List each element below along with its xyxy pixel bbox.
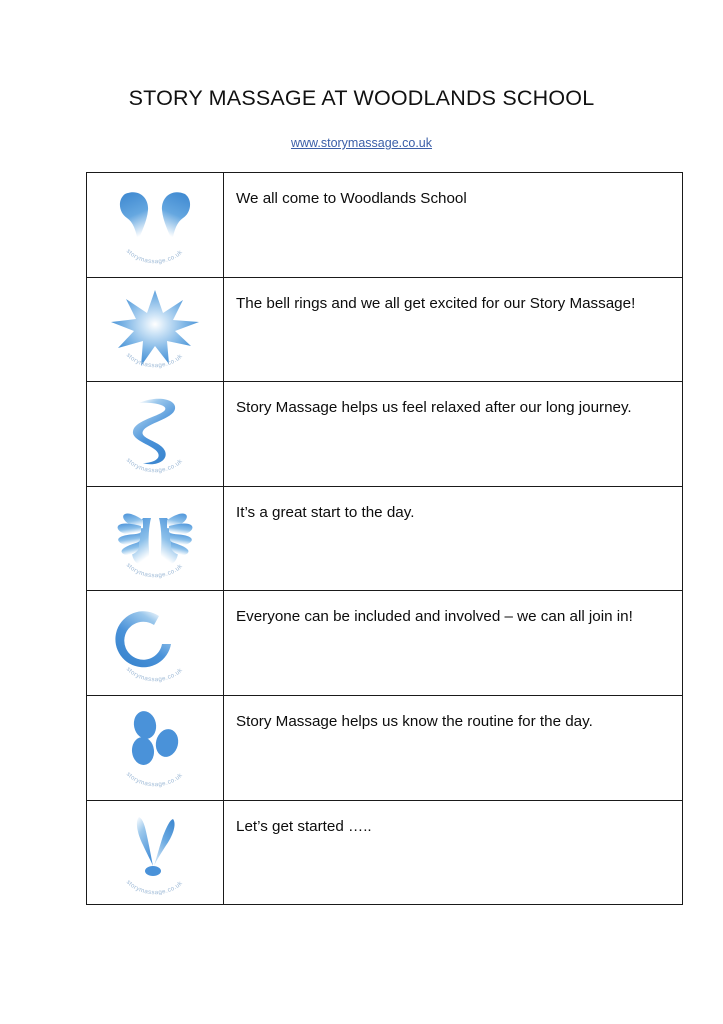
story-massage-table — [86, 172, 683, 905]
svg-text:storymassage.co.uk: storymassage.co.uk — [124, 456, 184, 475]
svg-text:storymassage.co.uk: storymassage.co.uk — [124, 770, 184, 789]
table-row — [87, 382, 683, 487]
exclamation-icon — [103, 809, 207, 895]
table-row — [87, 591, 683, 696]
svg-text:storymassage.co.uk: storymassage.co.uk — [124, 561, 184, 579]
icon-cell — [87, 486, 224, 591]
website-link[interactable]: www.storymassage.co.uk — [290, 136, 433, 150]
icon-cell — [87, 382, 224, 487]
table-row — [87, 486, 683, 591]
open-circle-icon — [103, 600, 207, 686]
row-text: Story Massage helps us feel relaxed after our long journey. — [224, 382, 683, 487]
calm-double-drop-icon — [103, 182, 207, 268]
sparkle-star-icon — [103, 286, 207, 372]
icon-cell — [87, 173, 224, 278]
row-text: Story Massage helps us know the routine for the day. — [224, 695, 683, 800]
icon-cell — [87, 695, 224, 800]
three-ovals-icon — [103, 705, 207, 791]
svg-text:storymassage.co.uk: storymassage.co.uk — [124, 665, 184, 684]
svg-text:storymassage.co.uk: storymassage.co.uk — [124, 879, 184, 896]
website-link-container — [0, 134, 723, 152]
table-row — [87, 695, 683, 800]
row-text: Everyone can be included and involved – we can all join in! — [224, 591, 683, 696]
icon-cell — [87, 800, 224, 905]
row-text: Let’s get started ….. — [224, 800, 683, 905]
svg-text:storymassage.co.uk: storymassage.co.uk — [124, 247, 184, 266]
open-hands-icon — [103, 496, 207, 582]
page-title: STORY MASSAGE AT WOODLANDS SCHOOL — [128, 86, 595, 110]
icon-cell — [87, 277, 224, 382]
icon-cell — [87, 591, 224, 696]
row-text: We all come to Woodlands School — [224, 173, 683, 278]
table-row — [87, 277, 683, 382]
table-row — [87, 173, 683, 278]
row-text: The bell rings and we all get excited for our Story Massage! — [224, 277, 683, 382]
svg-text:storymassage.co.uk: storymassage.co.uk — [124, 352, 184, 370]
table-row — [87, 800, 683, 905]
row-text: It’s a great start to the day. — [224, 486, 683, 591]
relax-wave-icon — [103, 391, 207, 477]
